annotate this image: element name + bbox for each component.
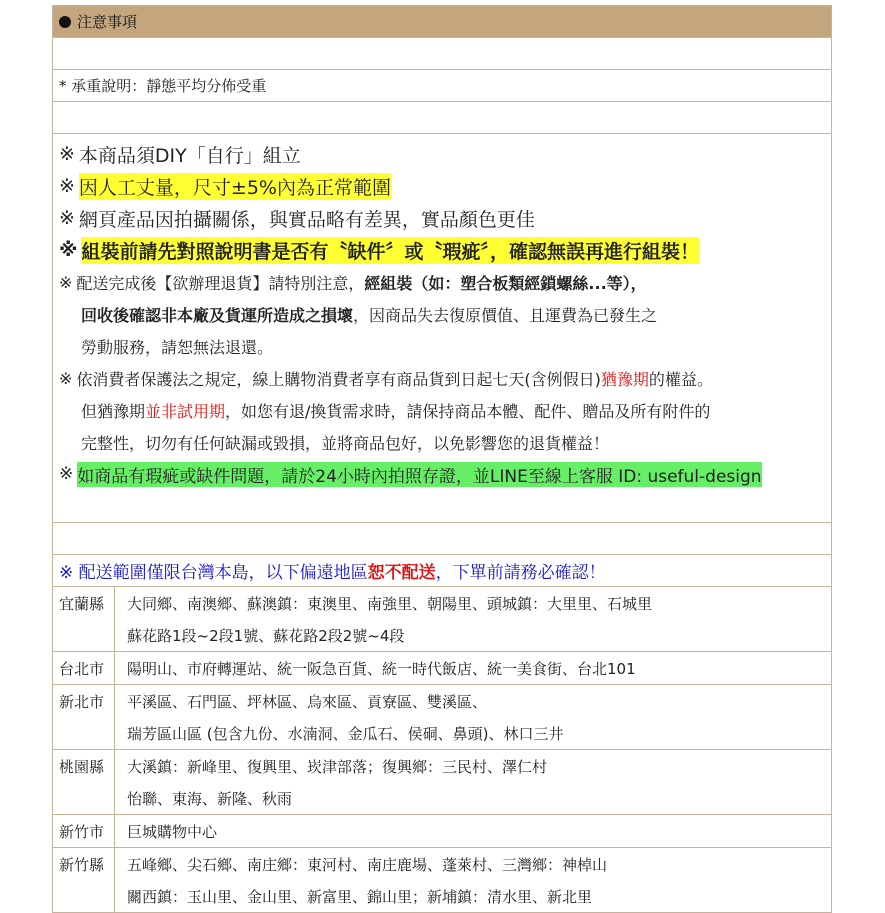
note-text: 依消費者保護法之規定，線上購物消費者享有商品貨到日起七天(含例假日) bbox=[76, 369, 601, 389]
note-measure bbox=[59, 170, 831, 202]
note-consumer-law bbox=[59, 362, 831, 394]
place-line: 大同鄉、南澳鄉、蘇澳鎮：東澳里、南強里、朝陽里、頭城鎮：大里里、石城里 bbox=[127, 594, 653, 613]
place-line: 瑞芳區山區 (包含九份、水湳洞、金瓜石、侯硐、鼻頭)、林口三井 bbox=[127, 724, 564, 743]
note-return-cont bbox=[59, 330, 831, 362]
notice-header bbox=[53, 6, 831, 38]
region-row bbox=[53, 685, 831, 750]
notes-section bbox=[53, 134, 831, 523]
region-name: 桃園縣 bbox=[53, 750, 115, 814]
note-line-service bbox=[59, 458, 831, 490]
shipping-title bbox=[53, 555, 831, 587]
note-return-cont bbox=[59, 298, 831, 330]
spacer-row bbox=[53, 38, 831, 70]
region-row bbox=[53, 587, 831, 652]
note-photo bbox=[59, 202, 831, 234]
bullet-icon bbox=[59, 16, 71, 28]
note-text: 回收後確認非本廠及貨運所造成之損壞 bbox=[81, 305, 354, 325]
note-text: ，如您有退/換貨需求時，請保持商品本體、配件、贈品及所有附件的 bbox=[225, 401, 711, 421]
note-consumer-law-cont bbox=[59, 426, 831, 458]
place-line: 大溪鎮：新峰里、復興里、崁津部落；復興鄉：三民村、澤仁村 bbox=[127, 757, 548, 776]
reference-mark: ※ bbox=[59, 207, 75, 229]
region-name: 新竹市 bbox=[53, 815, 115, 847]
region-places bbox=[115, 685, 563, 749]
reference-mark: ※ bbox=[59, 143, 75, 165]
note-assembly-check bbox=[59, 234, 831, 266]
note-return bbox=[59, 266, 831, 298]
note-text: 網頁產品因拍攝關係，與實品略有差異，實品顏色更佳 bbox=[78, 208, 535, 231]
note-text: 但猶豫期 bbox=[81, 401, 146, 421]
reference-mark: ※ bbox=[59, 239, 78, 261]
place-line: 陽明山、市府轉運站、統一阪急百貨、統一時代飯店、統一美食街、台北101 bbox=[127, 659, 636, 678]
region-row bbox=[53, 750, 831, 815]
region-name: 宜蘭縣 bbox=[53, 587, 115, 651]
note-text: 猶豫期 bbox=[600, 369, 649, 389]
place-line: 怡聯、東海、新隆、秋雨 bbox=[127, 789, 293, 808]
spacer-row bbox=[53, 523, 831, 555]
note-text: 的權益。 bbox=[648, 369, 713, 389]
region-places bbox=[115, 848, 607, 912]
note-text: 因人工丈量，尺寸±5%內為正常範圍 bbox=[79, 173, 391, 200]
reference-mark: ※ bbox=[59, 272, 73, 292]
shipping-title-text: ，下單前請務必確認！ bbox=[435, 563, 606, 583]
region-name: 新北市 bbox=[53, 685, 115, 749]
place-line: 五峰鄉、尖石鄉、南庄鄉：東河村、南庄鹿場、蓬萊村、三灣鄉：神棹山 bbox=[127, 855, 608, 874]
note-text: 經組裝（如：塑合板類經鎖螺絲...等）， bbox=[364, 273, 647, 293]
note-diy bbox=[59, 138, 831, 170]
place-line: 巨城購物中心 bbox=[127, 822, 218, 841]
note-text: 本商品須DIY「自行」組立 bbox=[78, 144, 301, 167]
note-text: 勞動服務，請恕無法退還。 bbox=[81, 337, 274, 357]
region-row bbox=[53, 848, 831, 912]
note-text: ，因商品失去復原價值、且運費為已發生之 bbox=[353, 305, 658, 325]
region-places bbox=[115, 815, 217, 847]
spacer-row bbox=[53, 102, 831, 134]
place-line: 蘇花路1段~2段1號、蘇花路2段2號~4段 bbox=[127, 626, 405, 645]
note-text: 並非試用期 bbox=[145, 401, 226, 421]
notice-title: 注意事項 bbox=[77, 13, 138, 31]
region-places bbox=[115, 587, 652, 651]
note-consumer-law-cont bbox=[59, 394, 831, 426]
notice-table bbox=[52, 5, 832, 913]
shipping-title-text: ※ 配送範圍僅限台灣本島，以下偏遠地區 bbox=[59, 563, 368, 583]
region-name: 新竹縣 bbox=[53, 848, 115, 912]
note-text: 完整性，切勿有任何缺漏或毀損，並將商品包好，以免影響您的退貨權益！ bbox=[81, 433, 610, 453]
place-line: 關西鎮：玉山里、金山里、新富里、錦山里；新埔鎮：清水里、新北里 bbox=[127, 887, 593, 906]
region-row bbox=[53, 652, 831, 685]
note-text: 配送完成後【欲辦理退貨】請特別注意， bbox=[76, 273, 365, 293]
reference-mark: ※ bbox=[59, 368, 73, 388]
note-text: 如商品有瑕疵或缺件問題，請於24小時內拍照存證，並LINE至線上客服 ID: useful-design bbox=[77, 462, 761, 487]
region-name: 台北市 bbox=[53, 652, 115, 684]
region-places bbox=[115, 750, 547, 814]
reference-mark: ※ bbox=[59, 464, 74, 484]
region-row bbox=[53, 815, 831, 848]
note-text: 組裝前請先對照說明書是否有〝缺件〞或〝瑕疵〞，確認無誤再進行組裝！ bbox=[81, 237, 699, 264]
load-note: * 承重說明：靜態平均分佈受重 bbox=[53, 70, 831, 102]
region-places bbox=[115, 652, 636, 684]
place-line: 平溪區、石門區、坪林區、烏來區、貢寮區、雙溪區、 bbox=[127, 692, 488, 711]
reference-mark: ※ bbox=[59, 175, 75, 197]
no-delivery-label: 恕不配送 bbox=[367, 563, 436, 583]
